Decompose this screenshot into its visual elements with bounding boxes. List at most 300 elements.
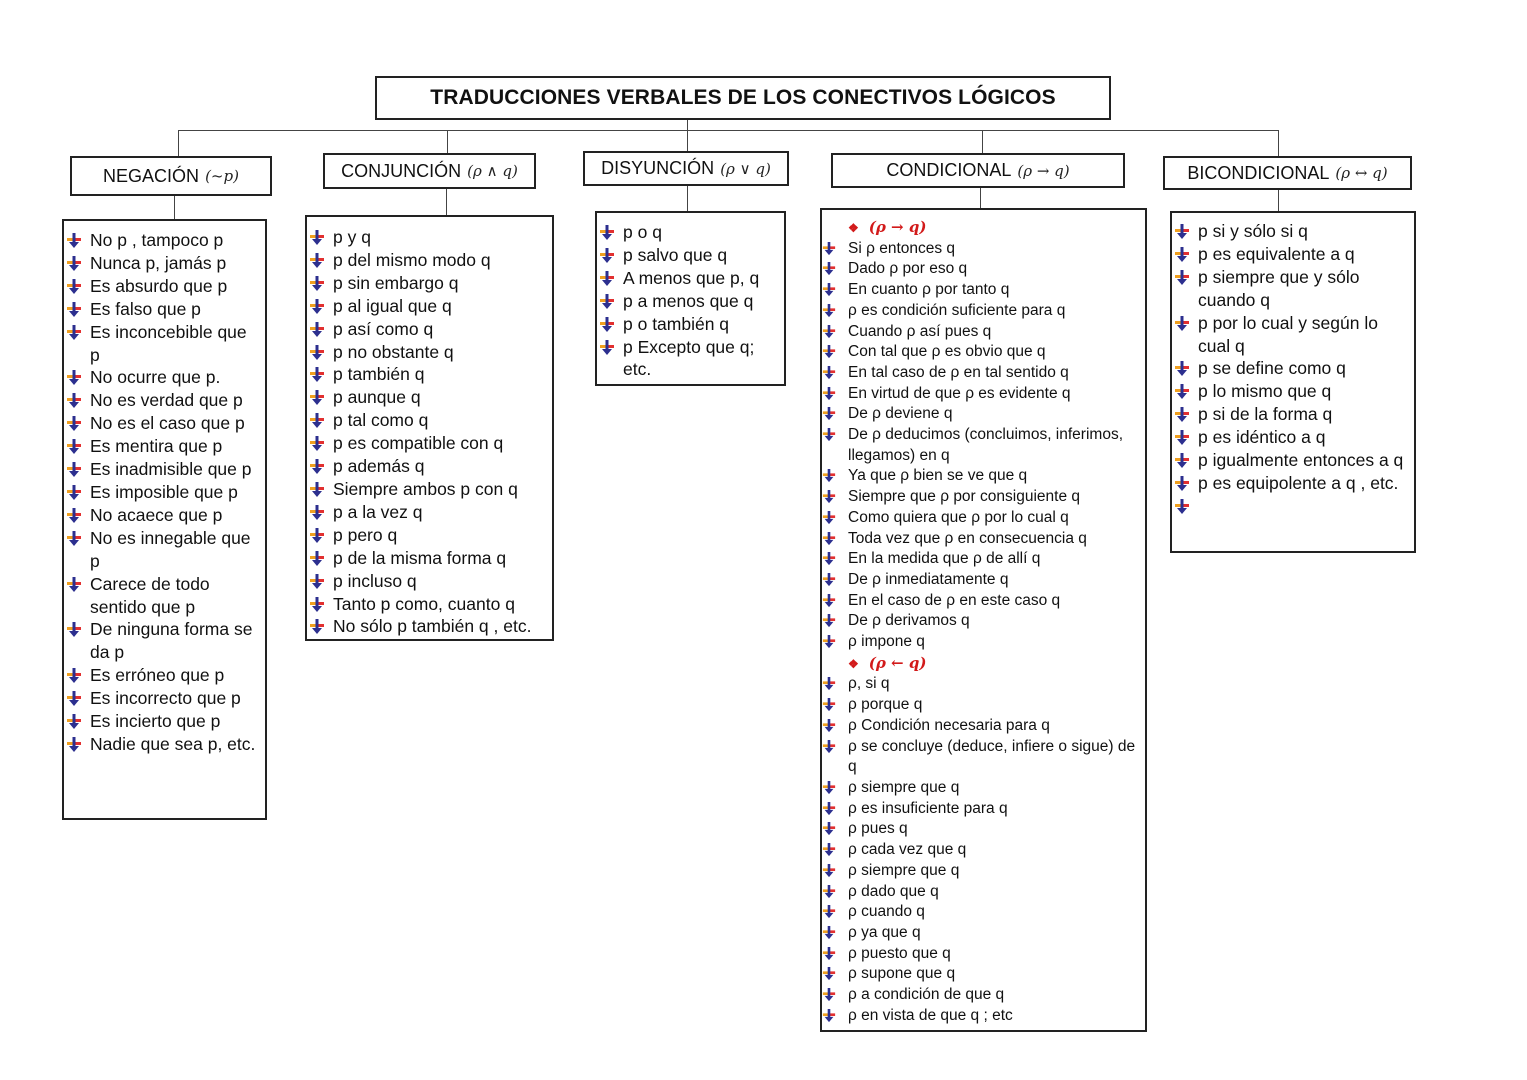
list-item [822,549,1139,570]
list-item-text: Si ρ entonces q [848,239,956,257]
arrow-down-bullet-icon [309,573,325,589]
header-conjuncion [323,153,536,189]
header-symbol: (~p) [205,167,239,185]
list-item [307,341,546,364]
list-item-text: p también q [333,364,425,385]
list-item [64,298,259,321]
list-item [822,591,1139,612]
list-item [822,301,1139,322]
list-item [307,295,546,318]
list-item-text: ρ cada vez que q [848,841,967,859]
connector-title-down [687,120,688,152]
arrow-down-bullet-icon [599,224,615,240]
list-item-text: Dado ρ por eso q [848,260,968,278]
list-item-text: p es equipolente a q , etc. [1198,472,1399,493]
connector-conjuncion [447,130,448,153]
connector-bicondicional [1278,130,1279,156]
list-item-text: ρ, si q [848,675,890,693]
arrow-down-bullet-icon [309,389,325,405]
list-item-text: En el caso de ρ en este caso q [848,591,1061,609]
list-item [307,318,546,341]
list-item-text: ρ ya que q [848,923,921,941]
list-item [64,412,259,435]
list-item-text: p siempre que y sólo cuando q [1198,266,1360,310]
list-item [822,944,1139,965]
list-item [1172,266,1408,312]
list-item-text: ρ Condición necesaria para q [848,716,1050,734]
header-bicondicional [1163,156,1412,190]
list-item [64,527,259,573]
list-item [597,313,778,336]
header-symbol: (ρ → q) [1017,161,1070,180]
list-item-text: Es incorrecto que p [90,688,241,709]
list-item-text: p es equivalente a q [1198,243,1355,264]
arrow-down-bullet-icon [1174,223,1190,239]
arrow-down-bullet-icon [822,843,836,857]
arrow-down-bullet-icon [599,247,615,263]
arrow-down-bullet-icon [1174,269,1190,285]
list-item-text: A menos que p, q [623,267,760,288]
list-item-text: p a menos que q [623,290,754,311]
list-item [822,882,1139,903]
list-item [307,409,546,432]
list-item-text: ρ cuando q [848,903,925,921]
list-item-text: De ρ deviene q [848,405,953,423]
connector-horizontal [178,130,1278,131]
arrow-down-bullet-icon [66,736,82,752]
arrow-down-bullet-icon [66,530,82,546]
list-item-text: p al igual que q [333,295,452,316]
list-item [64,573,259,619]
list-item-text: De ninguna forma se da p [90,619,253,663]
list-item-text: ρ es condición suficiente para q [848,301,1066,319]
arrow-down-bullet-icon [66,461,82,477]
arrow-down-bullet-icon [822,387,836,401]
connector-disyuncion-list [687,186,688,212]
list-item [822,259,1139,280]
list-item [307,386,546,409]
list-item [822,632,1139,653]
arrow-down-bullet-icon [309,321,325,337]
list-item [822,695,1139,716]
list-item-text: De ρ deducimos (concluimos, inferimos, llegamos) en q [848,426,1123,464]
list-item-text: De ρ derivamos q [848,612,970,630]
list-item [307,478,546,501]
connector-bicondicional-list [1278,190,1279,212]
list-item-text: p si de la forma q [1198,404,1333,425]
list-item-text: No sólo p también q , etc. [333,616,532,637]
arrow-down-bullet-icon [66,507,82,523]
list-item [307,524,546,547]
arrow-down-bullet-icon [1174,498,1190,514]
section-heading [822,653,1139,675]
arrow-down-bullet-icon [1174,315,1190,331]
list-conjuncion [305,215,554,641]
list-item [64,618,259,664]
list-item-text: p se define como q [1198,358,1346,379]
arrow-down-bullet-icon [1174,452,1190,468]
list-item-text: p Excepto que q; etc. [623,336,755,380]
list-item [307,432,546,455]
list-item [822,716,1139,737]
arrow-down-bullet-icon [1174,360,1190,376]
list-item [822,404,1139,425]
list-item-text: No es el caso que p [90,413,245,434]
list-item [307,455,546,478]
list-item-text: Como quiera que ρ por lo cual q [848,508,1069,526]
arrow-down-bullet-icon [309,527,325,543]
list-item [822,861,1139,882]
list-item-text: p es compatible con q [333,433,504,454]
list-item-text: ρ pues q [848,820,908,838]
list-item-text: Es absurdo que p [90,275,228,296]
section-heading [822,217,1139,239]
arrow-down-bullet-icon [1174,246,1190,262]
list-item-text: ρ siempre que q [848,778,960,796]
arrow-down-bullet-icon [822,283,836,297]
arrow-down-bullet-icon [822,325,836,339]
arrow-down-bullet-icon [309,435,325,451]
list-item-text: Carece de todo sentido que p [90,573,210,617]
diamond-bullet-icon: ❖ [848,221,859,235]
list-item-text: No es innegable que p [90,527,251,571]
arrow-down-bullet-icon [822,635,836,649]
list-item-text: p incluso q [333,570,417,591]
arrow-down-bullet-icon [66,690,82,706]
list-item-text: p es idéntico a q [1198,427,1326,448]
arrow-down-bullet-icon [309,412,325,428]
arrow-down-bullet-icon [309,344,325,360]
list-item [822,570,1139,591]
list-item [822,902,1139,923]
arrow-down-bullet-icon [822,947,836,961]
list-item [1172,380,1408,403]
arrow-down-bullet-icon [822,740,836,754]
arrow-down-bullet-icon [822,926,836,940]
list-item-text: No acaece que p [90,504,223,525]
list-item-text: p pero q [333,524,398,545]
arrow-down-bullet-icon [66,484,82,500]
arrow-down-bullet-icon [822,511,836,525]
list-item [307,363,546,386]
list-item [597,244,778,267]
arrow-down-bullet-icon [822,345,836,359]
arrow-down-bullet-icon [822,802,836,816]
list-item-text: No es verdad que p [90,390,243,411]
arrow-down-bullet-icon [66,415,82,431]
arrow-down-bullet-icon [822,532,836,546]
arrow-down-bullet-icon [822,407,836,421]
list-item [822,778,1139,799]
list-item [307,615,546,638]
list-item [307,501,546,524]
arrow-down-bullet-icon [822,988,836,1002]
arrow-down-bullet-icon [309,298,325,314]
arrow-down-bullet-icon [822,573,836,587]
arrow-down-bullet-icon [309,596,325,612]
arrow-down-bullet-icon [822,614,836,628]
list-item [822,840,1139,861]
list-item [64,664,259,687]
list-item [64,458,259,481]
arrow-down-bullet-icon [66,392,82,408]
arrow-down-bullet-icon [822,822,836,836]
connector-condicional-list [980,188,981,209]
list-item-text: Siempre ambos p con q [333,478,518,499]
arrow-down-bullet-icon [309,481,325,497]
list-item [822,529,1139,550]
page-title: TRADUCCIONES VERBALES DE LOS CONECTIVOS LÓGICOS [375,76,1111,120]
header-symbol: (ρ ∨ q) [720,159,771,178]
list-item-text: ρ en vista de que q ; etc [848,1006,1013,1024]
arrow-down-bullet-icon [66,278,82,294]
list-item [1172,243,1408,266]
list-item-text: De ρ inmediatamente q [848,570,1009,588]
list-item [822,611,1139,632]
list-item-text: Siempre que ρ por consiguiente q [848,488,1080,506]
list-item [822,425,1139,466]
section-heading-text: (ρ → q) [868,218,927,236]
list-item-text: ρ impone q [848,633,925,651]
arrow-down-bullet-icon [822,490,836,504]
list-item [64,321,259,367]
list-item [822,674,1139,695]
list-item-text: ρ siempre que q [848,861,960,879]
list-item-text: En cuanto ρ por tanto q [848,281,1010,299]
list-item [822,466,1139,487]
list-item [822,985,1139,1006]
list-item-text: p de la misma forma q [333,547,507,568]
list-item-text: En la medida que ρ de allí q [848,550,1041,568]
list-item-text: Tanto p como, cuanto q [333,593,515,614]
arrow-down-bullet-icon [822,1009,836,1023]
arrow-down-bullet-icon [822,967,836,981]
list-item [597,221,778,244]
list-item [64,435,259,458]
list-item-text: Es mentira que p [90,436,223,457]
arrow-down-bullet-icon [822,864,836,878]
header-condicional [831,153,1125,188]
list-item [822,737,1139,778]
list-item [1172,220,1408,243]
arrow-down-bullet-icon [599,270,615,286]
list-item [307,249,546,272]
arrow-down-bullet-icon [66,438,82,454]
list-item-text: p si y sólo si q [1198,221,1308,241]
list-item-text: Toda vez que ρ en consecuencia q [848,529,1087,547]
list-item-text: ρ a condición de que q [848,986,1005,1004]
list-item [822,487,1139,508]
list-item [307,570,546,593]
connector-condicional [982,130,983,153]
header-negacion [70,156,272,196]
arrow-down-bullet-icon [309,275,325,291]
arrow-down-bullet-icon [822,781,836,795]
arrow-down-bullet-icon [599,293,615,309]
arrow-down-bullet-icon [822,366,836,380]
list-item [64,275,259,298]
arrow-down-bullet-icon [66,324,82,340]
list-item [822,342,1139,363]
header-label: CONJUNCIÓN [341,160,462,181]
list-item-text: ρ es insuficiente para q [848,799,1008,817]
list-item-text: p no obstante q [333,341,454,362]
list-item-text: ρ se concluye (deduce, infiere o sigue) de q [848,737,1136,776]
arrow-down-bullet-icon [66,369,82,385]
list-item [64,366,259,389]
arrow-down-bullet-icon [822,905,836,919]
list-item-text: p a la vez q [333,501,423,522]
arrow-down-bullet-icon [66,232,82,248]
list-item [1172,357,1408,380]
list-disyuncion [595,211,786,386]
header-label: DISYUNCIÓN [601,158,715,178]
connector-negacion-list [174,196,175,220]
list-item-text: ρ porque q [848,696,923,714]
arrow-down-bullet-icon [822,469,836,483]
list-item-text: En tal caso de ρ en tal sentido q [848,363,1069,381]
list-item [1172,472,1408,495]
list-item-text: p sin embargo q [333,272,459,293]
list-item-text: No ocurre que p. [90,367,221,388]
header-symbol: (ρ ∧ q) [467,162,518,180]
list-item-text: Es imposible que p [90,481,238,502]
diamond-bullet-icon: ❖ [848,656,859,671]
arrow-down-bullet-icon [822,552,836,566]
list-item-text: p salvo que q [623,244,728,265]
list-condicional [820,208,1147,1032]
list-item-text: Nadie que sea p, etc. [90,733,256,754]
arrow-down-bullet-icon [822,262,836,276]
list-item-text: Con tal que ρ es obvio que q [848,343,1046,361]
list-item [1172,403,1408,426]
list-item [307,226,546,249]
list-item [822,384,1139,405]
header-label: NEGACIÓN [103,165,200,186]
list-item-text: p y q [333,227,371,247]
list-item [822,239,1139,260]
arrow-down-bullet-icon [1174,406,1190,422]
list-item-text: p así como q [333,318,434,339]
arrow-down-bullet-icon [309,550,325,566]
header-label: BICONDICIONAL [1187,162,1330,183]
list-item-text: p o también q [623,313,730,334]
list-item [64,481,259,504]
list-item-text: En virtud de que ρ es evidente q [848,384,1071,402]
list-item-text: ρ supone que q [848,965,956,983]
arrow-down-bullet-icon [66,301,82,317]
list-item [1172,449,1408,472]
list-item-text: Es inconcebible que p [90,321,247,365]
arrow-down-bullet-icon [599,339,615,355]
arrow-down-bullet-icon [822,428,836,442]
list-item [822,923,1139,944]
arrow-down-bullet-icon [309,366,325,382]
list-item [822,280,1139,301]
connector-conjuncion-list [446,189,447,216]
list-item [822,799,1139,820]
list-item-text: p igualmente entonces a q [1198,450,1404,471]
arrow-down-bullet-icon [309,252,325,268]
arrow-down-bullet-icon [66,667,82,683]
list-item [822,964,1139,985]
arrow-down-bullet-icon [309,458,325,474]
list-item-text: No p , tampoco p [90,230,224,250]
header-symbol: (ρ ↔ q) [1335,164,1388,182]
list-item [64,733,259,756]
list-item [64,687,259,710]
list-item [307,272,546,295]
list-negacion [62,219,267,820]
list-item-text: p lo mismo que q [1198,381,1332,402]
list-item-text: Es incierto que p [90,711,221,732]
list-item [822,322,1139,343]
list-item [822,1006,1139,1027]
list-item-text: p o q [623,222,662,242]
list-item-text: Nunca p, jamás p [90,252,227,273]
arrow-down-bullet-icon [599,316,615,332]
list-item [64,252,259,275]
arrow-down-bullet-icon [822,594,836,608]
arrow-down-bullet-icon [822,885,836,899]
header-label: CONDICIONAL [886,160,1012,180]
arrow-down-bullet-icon [66,713,82,729]
arrow-down-bullet-icon [822,677,836,691]
arrow-down-bullet-icon [309,618,325,634]
list-item [64,389,259,412]
list-item [822,363,1139,384]
section-heading-text: (ρ ← q) [868,653,927,672]
list-item [822,819,1139,840]
list-item [307,593,546,616]
list-item [64,504,259,527]
arrow-down-bullet-icon [66,576,82,592]
list-item-text: ρ puesto que q [848,944,951,962]
arrow-down-bullet-icon [822,304,836,318]
arrow-down-bullet-icon [66,255,82,271]
arrow-down-bullet-icon [1174,475,1190,491]
list-item-text: p además q [333,456,425,477]
list-item [1172,426,1408,449]
list-item-text: Es erróneo que p [90,665,225,686]
connector-negacion [178,130,179,156]
list-item [307,547,546,570]
list-item [822,508,1139,529]
list-item [597,267,778,290]
arrow-down-bullet-icon [822,242,836,256]
arrow-down-bullet-icon [309,504,325,520]
list-item-text: Es inadmisible que p [90,459,252,480]
list-item-text: p tal como q [333,410,429,431]
header-disyuncion [583,151,789,186]
arrow-down-bullet-icon [309,229,325,245]
arrow-down-bullet-icon [822,698,836,712]
arrow-down-bullet-icon [1174,383,1190,399]
list-item [597,336,778,382]
list-item [1172,312,1408,358]
list-item-text: p del mismo modo q [333,249,491,270]
list-item-text: p aunque q [333,387,421,408]
list-item [64,710,259,733]
list-item-text: p por lo cual y según lo cual q [1198,312,1378,356]
list-item-text: Cuando ρ así pues q [848,322,992,340]
list-item-text: Ya que ρ bien se ve que q [848,467,1028,485]
arrow-down-bullet-icon [66,621,82,637]
list-item-text: Es falso que p [90,298,201,319]
list-bicondicional [1170,211,1416,553]
list-item [597,290,778,313]
arrow-down-bullet-icon [1174,429,1190,445]
